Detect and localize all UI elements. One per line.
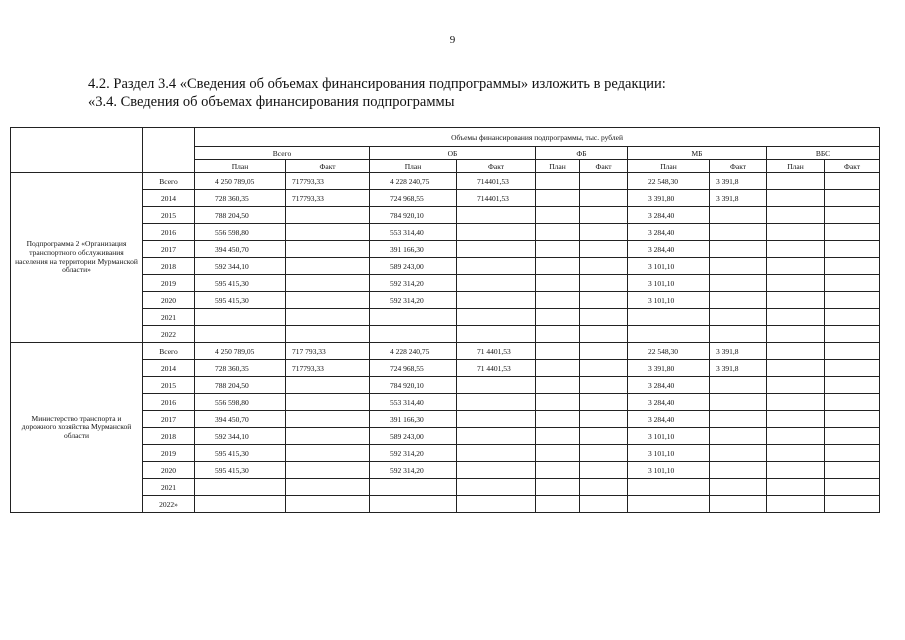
year-cell: 2015 — [143, 377, 195, 394]
value-cell: 3 391,8 — [710, 173, 767, 190]
value-cell — [536, 224, 580, 241]
value-cell: 3 101,10 — [628, 462, 710, 479]
value-cell: 784 920,10 — [370, 377, 457, 394]
value-cell — [580, 258, 628, 275]
year-cell: 2022 — [143, 326, 195, 343]
value-cell: 3 284,40 — [628, 207, 710, 224]
value-cell — [767, 326, 825, 343]
value-cell — [767, 173, 825, 190]
year-cell: 2016 — [143, 394, 195, 411]
value-cell — [457, 445, 536, 462]
value-cell — [710, 258, 767, 275]
value-cell: 728 360,35 — [195, 360, 286, 377]
value-cell — [370, 496, 457, 513]
value-cell — [825, 479, 880, 496]
table-row — [11, 173, 880, 190]
value-cell — [536, 275, 580, 292]
header-plan: План — [195, 160, 286, 173]
value-cell — [825, 292, 880, 309]
value-cell: 22 548,30 — [628, 173, 710, 190]
header-plan: План — [536, 160, 580, 173]
value-cell — [195, 326, 286, 343]
value-cell — [580, 496, 628, 513]
value-cell: 592 314,20 — [370, 462, 457, 479]
header-group-vbs: ВБС — [767, 147, 880, 160]
value-cell — [825, 190, 880, 207]
value-cell — [457, 428, 536, 445]
year-cell: 2021 — [143, 479, 195, 496]
value-cell — [710, 309, 767, 326]
value-cell: 592 314,20 — [370, 275, 457, 292]
value-cell — [457, 275, 536, 292]
value-cell: 595 415,30 — [195, 275, 286, 292]
header-fact: Факт — [286, 160, 370, 173]
value-cell: 4 250 789,05 — [195, 173, 286, 190]
value-cell: 3 284,40 — [628, 394, 710, 411]
value-cell — [710, 241, 767, 258]
table-body — [11, 173, 880, 513]
value-cell: 3 391,8 — [710, 343, 767, 360]
value-cell — [286, 445, 370, 462]
value-cell — [767, 258, 825, 275]
year-cell: 2017 — [143, 411, 195, 428]
value-cell: 3 101,10 — [628, 292, 710, 309]
value-cell — [825, 224, 880, 241]
value-cell — [710, 292, 767, 309]
value-cell — [457, 479, 536, 496]
value-cell — [536, 411, 580, 428]
header-fact: Факт — [825, 160, 880, 173]
value-cell — [286, 377, 370, 394]
value-cell — [580, 462, 628, 479]
value-cell — [767, 241, 825, 258]
value-cell — [767, 360, 825, 377]
value-cell — [767, 496, 825, 513]
value-cell — [580, 326, 628, 343]
value-cell — [825, 496, 880, 513]
value-cell — [825, 394, 880, 411]
value-cell — [710, 462, 767, 479]
value-cell — [825, 377, 880, 394]
value-cell: 394 450,70 — [195, 411, 286, 428]
value-cell — [710, 224, 767, 241]
value-cell: 595 415,30 — [195, 292, 286, 309]
value-cell — [767, 479, 825, 496]
value-cell — [580, 309, 628, 326]
value-cell: 592 344,10 — [195, 258, 286, 275]
value-cell: 714401,53 — [457, 173, 536, 190]
value-cell: 3 391,8 — [710, 190, 767, 207]
header-fact: Факт — [580, 160, 628, 173]
value-cell: 4 250 789,05 — [195, 343, 286, 360]
header-group-mb: МБ — [628, 147, 767, 160]
year-cell: 2020 — [143, 462, 195, 479]
value-cell — [767, 428, 825, 445]
value-cell — [370, 326, 457, 343]
value-cell — [825, 258, 880, 275]
value-cell: 4 228 240,75 — [370, 343, 457, 360]
value-cell — [710, 411, 767, 428]
value-cell — [536, 360, 580, 377]
value-cell: 592 344,10 — [195, 428, 286, 445]
value-cell — [457, 496, 536, 513]
header-group-ob: ОБ — [370, 147, 536, 160]
year-cell: 2018 — [143, 428, 195, 445]
value-cell — [286, 326, 370, 343]
value-cell: 595 415,30 — [195, 462, 286, 479]
year-cell: 2019 — [143, 275, 195, 292]
value-cell — [536, 207, 580, 224]
value-cell — [767, 343, 825, 360]
value-cell — [628, 309, 710, 326]
value-cell: 717 793,33 — [286, 343, 370, 360]
value-cell: 3 101,10 — [628, 275, 710, 292]
header-plan: План — [370, 160, 457, 173]
value-cell: 3 391,80 — [628, 360, 710, 377]
value-cell — [710, 377, 767, 394]
value-cell: 592 314,20 — [370, 292, 457, 309]
value-cell — [767, 190, 825, 207]
value-cell — [628, 479, 710, 496]
value-cell — [536, 292, 580, 309]
value-cell — [286, 292, 370, 309]
value-cell — [580, 360, 628, 377]
value-cell: 553 314,40 — [370, 224, 457, 241]
value-cell: 3 391,80 — [628, 190, 710, 207]
value-cell — [580, 173, 628, 190]
value-cell — [767, 411, 825, 428]
value-cell — [580, 445, 628, 462]
value-cell — [457, 411, 536, 428]
value-cell — [710, 275, 767, 292]
value-cell — [825, 207, 880, 224]
value-cell — [457, 394, 536, 411]
value-cell — [767, 394, 825, 411]
value-cell: 3 284,40 — [628, 224, 710, 241]
value-cell — [767, 377, 825, 394]
value-cell — [286, 275, 370, 292]
value-cell — [286, 411, 370, 428]
value-cell — [536, 326, 580, 343]
value-cell — [457, 207, 536, 224]
value-cell: 589 243,00 — [370, 258, 457, 275]
value-cell: 784 920,10 — [370, 207, 457, 224]
value-cell — [710, 326, 767, 343]
value-cell: 3 101,10 — [628, 428, 710, 445]
value-cell — [710, 496, 767, 513]
value-cell — [536, 428, 580, 445]
value-cell: 592 314,20 — [370, 445, 457, 462]
value-cell: 553 314,40 — [370, 394, 457, 411]
value-cell — [767, 275, 825, 292]
value-cell — [286, 394, 370, 411]
value-cell — [767, 309, 825, 326]
value-cell: 595 415,30 — [195, 445, 286, 462]
year-cell: 2020 — [143, 292, 195, 309]
value-cell: 3 101,10 — [628, 258, 710, 275]
value-cell — [767, 292, 825, 309]
year-cell: 2014 — [143, 190, 195, 207]
value-cell: 4 228 240,75 — [370, 173, 457, 190]
header-plan: План — [767, 160, 825, 173]
value-cell: 394 450,70 — [195, 241, 286, 258]
value-cell: 391 166,30 — [370, 241, 457, 258]
value-cell: 3 391,8 — [710, 360, 767, 377]
block-label: Министерство транспорта и дорожного хозяйства Мурманской области — [11, 343, 143, 513]
value-cell — [457, 462, 536, 479]
value-cell — [580, 190, 628, 207]
value-cell — [580, 292, 628, 309]
value-cell — [536, 241, 580, 258]
value-cell — [767, 445, 825, 462]
value-cell — [536, 496, 580, 513]
year-cell: 2021 — [143, 309, 195, 326]
value-cell — [825, 360, 880, 377]
heading-line-1: 4.2. Раздел 3.4 «Сведения об объемах финансирования подпрограммы» изложить в редакции: — [88, 76, 666, 92]
value-cell — [580, 411, 628, 428]
value-cell — [195, 309, 286, 326]
value-cell — [767, 224, 825, 241]
value-cell — [536, 462, 580, 479]
value-cell — [195, 479, 286, 496]
value-cell — [286, 479, 370, 496]
value-cell — [457, 241, 536, 258]
value-cell — [825, 309, 880, 326]
header-plan: План — [628, 160, 710, 173]
table-row — [11, 343, 880, 360]
value-cell — [536, 190, 580, 207]
value-cell — [825, 241, 880, 258]
year-cell: 2016 — [143, 224, 195, 241]
value-cell — [710, 428, 767, 445]
value-cell: 788 204,50 — [195, 207, 286, 224]
value-cell: 724 968,55 — [370, 360, 457, 377]
value-cell: 724 968,55 — [370, 190, 457, 207]
value-cell: 3 284,40 — [628, 411, 710, 428]
value-cell — [536, 343, 580, 360]
value-cell — [457, 377, 536, 394]
value-cell — [286, 428, 370, 445]
value-cell — [457, 258, 536, 275]
value-cell — [457, 292, 536, 309]
value-cell — [536, 309, 580, 326]
value-cell: 391 166,30 — [370, 411, 457, 428]
value-cell — [710, 479, 767, 496]
value-cell: 22 548,30 — [628, 343, 710, 360]
value-cell — [457, 224, 536, 241]
value-cell: 788 204,50 — [195, 377, 286, 394]
value-cell — [286, 258, 370, 275]
value-cell — [536, 173, 580, 190]
value-cell — [195, 496, 286, 513]
value-cell — [825, 173, 880, 190]
value-cell: 717793,33 — [286, 173, 370, 190]
value-cell — [767, 207, 825, 224]
value-cell — [710, 445, 767, 462]
page-number: 9 — [449, 34, 456, 46]
header-main: Объемы финансирования подпрограммы, тыс. рублей — [195, 128, 880, 147]
value-cell: 717793,33 — [286, 360, 370, 377]
year-cell: Всего — [143, 173, 195, 190]
value-cell — [580, 207, 628, 224]
header-fact: Факт — [710, 160, 767, 173]
value-cell — [580, 377, 628, 394]
year-cell: Всего — [143, 343, 195, 360]
value-cell — [457, 309, 536, 326]
value-cell — [825, 462, 880, 479]
header-group-fb: ФБ — [536, 147, 628, 160]
year-cell: 2022» — [143, 496, 195, 513]
value-cell — [580, 428, 628, 445]
header-fact: Факт — [457, 160, 536, 173]
value-cell — [825, 445, 880, 462]
value-cell — [628, 496, 710, 513]
value-cell: 71 4401,53 — [457, 343, 536, 360]
value-cell — [628, 326, 710, 343]
value-cell — [536, 377, 580, 394]
value-cell — [580, 343, 628, 360]
value-cell: 3 284,40 — [628, 377, 710, 394]
year-cell: 2015 — [143, 207, 195, 224]
value-cell — [286, 241, 370, 258]
value-cell: 556 598,80 — [195, 394, 286, 411]
value-cell: 728 360,35 — [195, 190, 286, 207]
value-cell — [710, 207, 767, 224]
value-cell — [536, 394, 580, 411]
value-cell — [286, 224, 370, 241]
value-cell: 589 243,00 — [370, 428, 457, 445]
value-cell — [536, 479, 580, 496]
value-cell — [825, 411, 880, 428]
value-cell: 717793,33 — [286, 190, 370, 207]
value-cell — [580, 224, 628, 241]
value-cell — [286, 462, 370, 479]
value-cell — [580, 241, 628, 258]
header-group-total: Всего — [195, 147, 370, 160]
value-cell — [536, 258, 580, 275]
value-cell: 3 284,40 — [628, 241, 710, 258]
value-cell — [767, 462, 825, 479]
value-cell — [286, 496, 370, 513]
year-cell: 2017 — [143, 241, 195, 258]
value-cell — [710, 394, 767, 411]
value-cell — [370, 479, 457, 496]
value-cell — [580, 275, 628, 292]
year-cell: 2018 — [143, 258, 195, 275]
value-cell: 71 4401,53 — [457, 360, 536, 377]
financing-table — [10, 127, 880, 513]
value-cell — [286, 309, 370, 326]
value-cell: 714401,53 — [457, 190, 536, 207]
value-cell — [825, 428, 880, 445]
value-cell — [580, 394, 628, 411]
value-cell: 3 101,10 — [628, 445, 710, 462]
value-cell — [825, 326, 880, 343]
header-blank-year — [143, 128, 195, 173]
year-cell: 2019 — [143, 445, 195, 462]
header-blank-label — [11, 128, 143, 173]
year-cell: 2014 — [143, 360, 195, 377]
value-cell — [457, 326, 536, 343]
block-label: Подпрограмма 2 «Организация транспортного обслуживания населения на территории Мурманской области» — [11, 173, 143, 343]
value-cell — [825, 343, 880, 360]
value-cell — [536, 445, 580, 462]
value-cell — [370, 309, 457, 326]
heading-line-2: «3.4. Сведения об объемах финансирования подпрограммы — [88, 94, 455, 110]
value-cell — [825, 275, 880, 292]
value-cell: 556 598,80 — [195, 224, 286, 241]
value-cell — [580, 479, 628, 496]
value-cell — [286, 207, 370, 224]
